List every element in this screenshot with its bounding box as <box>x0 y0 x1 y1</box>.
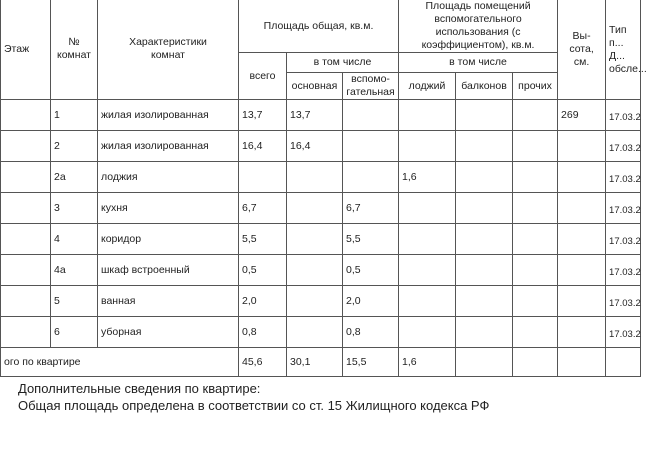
header-including-1: в том числе <box>287 53 399 73</box>
loggia-area-cell <box>399 286 456 317</box>
table-row <box>1 317 641 348</box>
other-area-cell <box>513 100 558 131</box>
balcony-area-cell <box>456 193 513 224</box>
table-row <box>1 224 641 255</box>
totals-label: ого по квартире <box>1 348 239 377</box>
totals-height <box>558 348 606 377</box>
table-row <box>1 100 641 131</box>
room-description-cell: жилая изолированная <box>98 100 239 131</box>
table-row <box>1 162 641 193</box>
total-area-cell: 2,0 <box>239 286 287 317</box>
total-area-cell: 0,5 <box>239 255 287 286</box>
room-description-cell: шкаф встроенный <box>98 255 239 286</box>
main-area-cell <box>287 193 343 224</box>
table-row <box>1 193 641 224</box>
aux-area-cell: 0,5 <box>343 255 399 286</box>
room-description-cell: коридор <box>98 224 239 255</box>
room-description-cell: жилая изолированная <box>98 131 239 162</box>
header-loggias: лоджий <box>399 73 456 100</box>
height-cell <box>558 286 606 317</box>
floor-cell <box>1 100 51 131</box>
totals-other-area <box>513 348 558 377</box>
loggia-area-cell: 1,6 <box>399 162 456 193</box>
total-area-cell: 0,8 <box>239 317 287 348</box>
other-area-cell <box>513 255 558 286</box>
height-cell <box>558 162 606 193</box>
main-area-cell: 16,4 <box>287 131 343 162</box>
room-number-cell: 3 <box>51 193 98 224</box>
balcony-area-cell <box>456 286 513 317</box>
totals-total-area: 45,6 <box>239 348 287 377</box>
aux-area-cell <box>343 100 399 131</box>
notes-text: Общая площадь определена в соответствии со ст. 15 Жилищного кодекса РФ <box>18 398 490 413</box>
floor-cell <box>1 286 51 317</box>
height-cell <box>558 131 606 162</box>
floor-cell <box>1 162 51 193</box>
header-height: Вы-сота, см. <box>558 0 606 100</box>
total-area-cell: 6,7 <box>239 193 287 224</box>
height-cell <box>558 255 606 286</box>
table-row <box>1 286 641 317</box>
height-cell <box>558 317 606 348</box>
total-area-cell <box>239 162 287 193</box>
floor-cell <box>1 193 51 224</box>
date-cell: 17.03.2 <box>606 193 641 224</box>
room-description-cell: ванная <box>98 286 239 317</box>
other-area-cell <box>513 193 558 224</box>
room-number-cell: 2а <box>51 162 98 193</box>
loggia-area-cell <box>399 193 456 224</box>
balcony-area-cell <box>456 255 513 286</box>
date-cell: 17.03.2 <box>606 255 641 286</box>
balcony-area-cell <box>456 100 513 131</box>
aux-area-cell <box>343 162 399 193</box>
room-number-cell: 5 <box>51 286 98 317</box>
date-cell: 17.03.2 <box>606 224 641 255</box>
totals-row <box>1 348 641 377</box>
aux-area-cell <box>343 131 399 162</box>
totals-aux-area: 15,5 <box>343 348 399 377</box>
header-floor: Этаж <box>1 0 51 100</box>
main-area-cell <box>287 317 343 348</box>
table-row <box>1 255 641 286</box>
header-type: Тип п... Д... обсле... <box>606 0 641 100</box>
main-area-cell: 13,7 <box>287 100 343 131</box>
totals-loggia-area: 1,6 <box>399 348 456 377</box>
loggia-area-cell <box>399 131 456 162</box>
main-area-cell <box>287 162 343 193</box>
balcony-area-cell <box>456 162 513 193</box>
height-cell <box>558 224 606 255</box>
floor-cell <box>1 224 51 255</box>
header-characteristics: Характеристики комнат <box>98 0 239 100</box>
totals-main-area: 30,1 <box>287 348 343 377</box>
height-cell <box>558 193 606 224</box>
header-aux-area: Площадь помещений вспомогательного использования (с коэффициентом), кв.м. <box>399 0 558 53</box>
header-room-number: № комнат <box>51 0 98 100</box>
date-cell: 17.03.2 <box>606 286 641 317</box>
header-main: основная <box>287 73 343 100</box>
header-balconies: балконов <box>456 73 513 100</box>
aux-area-cell: 6,7 <box>343 193 399 224</box>
aux-area-cell: 0,8 <box>343 317 399 348</box>
main-area-cell <box>287 255 343 286</box>
balcony-area-cell <box>456 131 513 162</box>
room-description-cell: кухня <box>98 193 239 224</box>
loggia-area-cell <box>399 100 456 131</box>
floor-cell <box>1 317 51 348</box>
floor-cell <box>1 131 51 162</box>
main-area-cell <box>287 224 343 255</box>
table-row <box>1 131 641 162</box>
room-description-cell: уборная <box>98 317 239 348</box>
totals-balcony-area <box>456 348 513 377</box>
totals-date <box>606 348 641 377</box>
balcony-area-cell <box>456 317 513 348</box>
date-cell: 17.03.2 <box>606 131 641 162</box>
header-total-area: Площадь общая, кв.м. <box>239 0 399 53</box>
loggia-area-cell <box>399 224 456 255</box>
date-cell: 17.03.2 <box>606 162 641 193</box>
date-cell: 17.03.2 <box>606 100 641 131</box>
other-area-cell <box>513 224 558 255</box>
header-including-2: в том числе <box>399 53 558 73</box>
balcony-area-cell <box>456 224 513 255</box>
aux-area-cell: 2,0 <box>343 286 399 317</box>
total-area-cell: 13,7 <box>239 100 287 131</box>
floor-cell <box>1 255 51 286</box>
aux-area-cell: 5,5 <box>343 224 399 255</box>
other-area-cell <box>513 131 558 162</box>
notes-heading: Дополнительные сведения по квартире: <box>18 381 261 396</box>
other-area-cell <box>513 162 558 193</box>
date-cell: 17.03.2 <box>606 317 641 348</box>
header-total: всего <box>239 53 287 100</box>
total-area-cell: 16,4 <box>239 131 287 162</box>
room-description-cell: лоджия <box>98 162 239 193</box>
other-area-cell <box>513 286 558 317</box>
height-cell: 269 <box>558 100 606 131</box>
room-number-cell: 1 <box>51 100 98 131</box>
room-number-cell: 6 <box>51 317 98 348</box>
room-number-cell: 4 <box>51 224 98 255</box>
other-area-cell <box>513 317 558 348</box>
header-auxiliary: вспомо-гательная <box>343 73 399 100</box>
additional-notes <box>18 380 489 414</box>
room-number-cell: 4а <box>51 255 98 286</box>
loggia-area-cell <box>399 317 456 348</box>
main-area-cell <box>287 286 343 317</box>
room-number-cell: 2 <box>51 131 98 162</box>
total-area-cell: 5,5 <box>239 224 287 255</box>
header-other: прочих <box>513 73 558 100</box>
loggia-area-cell <box>399 255 456 286</box>
